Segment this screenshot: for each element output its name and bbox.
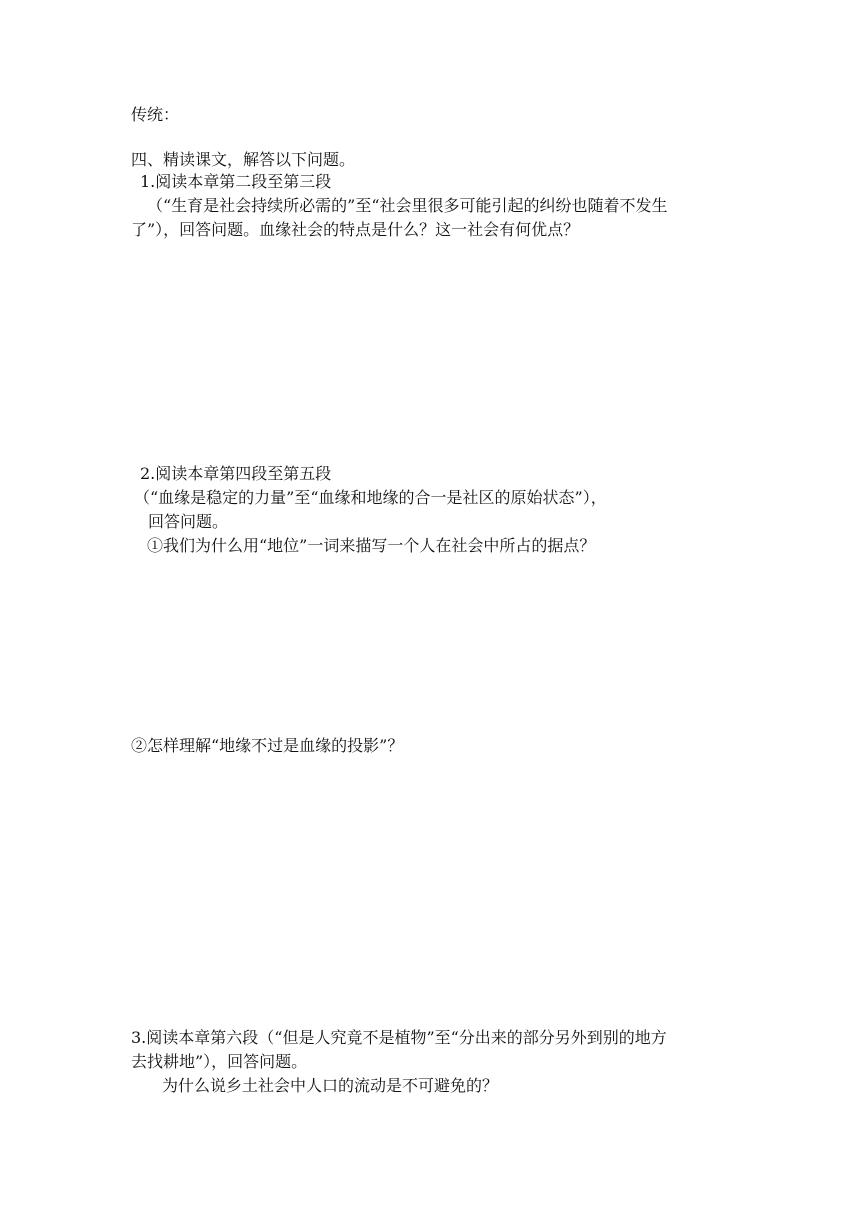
q3-line1: 3.阅读本章第六段（“但是人究竟不是植物”至“分出来的部分另外到别的地方	[131, 1028, 667, 1047]
q2-instruction: 回答问题。	[148, 512, 229, 531]
q1-range-line1: （“生育是社会持续所必需的”至“社会里很多可能引起的纠纷也随着不发生	[147, 196, 668, 215]
section-four-heading: 四、精读课文，解答以下问题。	[131, 150, 356, 169]
q2-title: 2.阅读本章第四段至第五段	[140, 464, 332, 483]
q1-title: 1.阅读本章第二段至第三段	[140, 172, 332, 191]
q2-range-line: （“血缘是稳定的力量”至“血缘和地缘的合一是社区的原始状态”），	[134, 488, 607, 507]
q1-range-line2: 了”），回答问题。血缘社会的特点是什么？这一社会有何优点？	[131, 220, 580, 239]
q3-question: 为什么说乡土社会中人口的流动是不可避免的？	[162, 1076, 499, 1095]
q2-subquestion-2: ②怎样理解“地缘不过是血缘的投影”？	[131, 736, 404, 755]
line-chuantong: 传统：	[131, 105, 180, 124]
q3-line2: 去找耕地”），回答问题。	[131, 1052, 308, 1071]
q2-subquestion-1: ①我们为什么用“地位”一词来描写一个人在社会中所占的据点？	[147, 536, 596, 555]
